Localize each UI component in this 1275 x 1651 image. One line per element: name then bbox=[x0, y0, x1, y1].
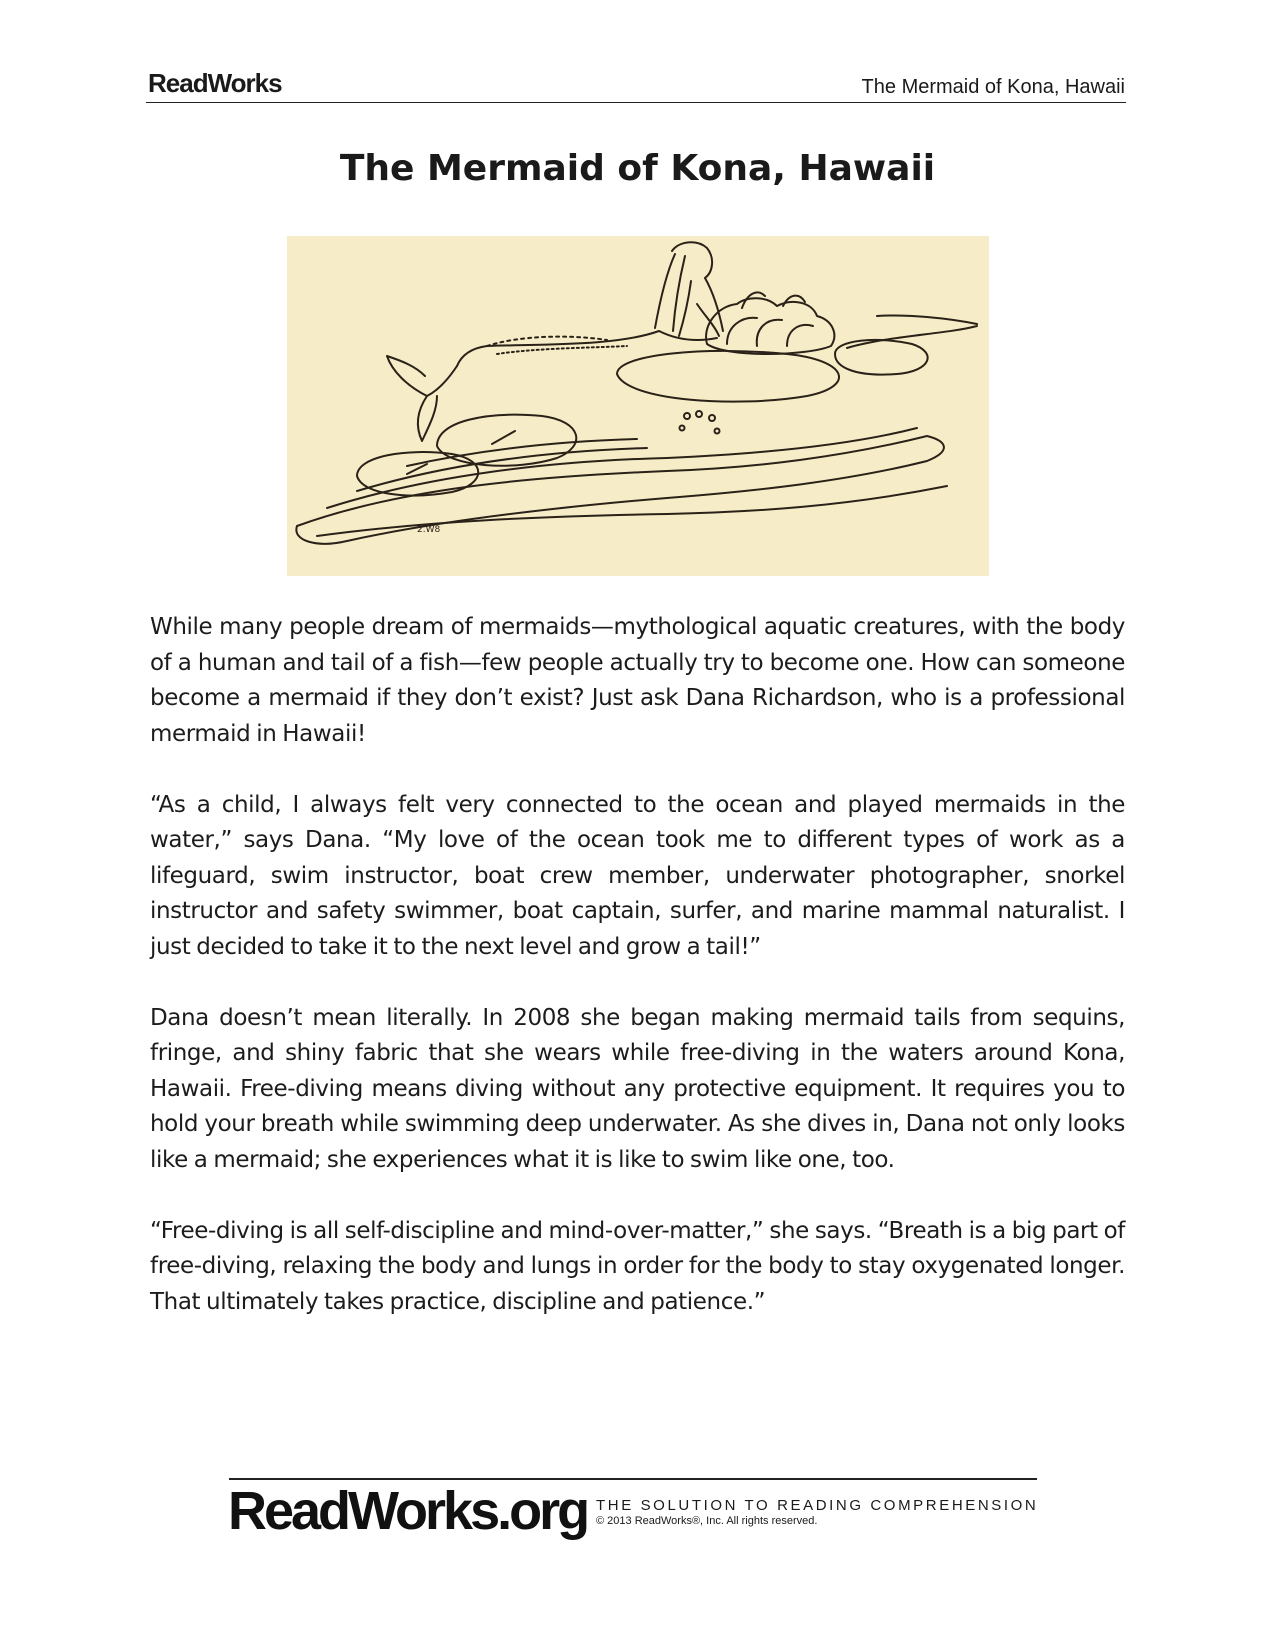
header-divider bbox=[146, 102, 1126, 103]
paragraph-4: “Free-diving is all self-discipline and mind-over-matter,” she says. “Breath is a big part of free-diving, relaxing the body and lungs in order for the body to stay oxygenated longer. That ultimately takes practice, discipline and patience.” bbox=[150, 1217, 1125, 1315]
mermaid-illustration bbox=[287, 236, 989, 576]
page-title: The Mermaid of Kona, Hawaii bbox=[339, 148, 936, 189]
paragraph-2: “As a child, I always felt very connected to the ocean and played mermaids in the water,” says Dana. “My love of the ocean took me to different types of work as a lifeguard, swim instructor, boat crew member, underwater photographer, snorkel instructor and safety swimmer, boat captain, surfer, and marine mammal naturalist. I just decided to take it to the next level and grow a tail!” bbox=[150, 791, 1125, 960]
paragraph-1: While many people dream of mermaids—mythological aquatic creatures, with the body of a human and tail of a fish—few people actually try to become one. How can someone become a mermaid if they don’t exist? Just ask Dana Richardson, who is a professional mermaid in Hawaii! bbox=[150, 614, 1125, 747]
mermaid-on-lily-pad-icon bbox=[287, 236, 989, 576]
footer-copyright: © 2013 ReadWorks®, Inc. All rights reserved. bbox=[596, 1515, 818, 1527]
article-body bbox=[150, 610, 1125, 1356]
illustration-signature: 2.W8 bbox=[417, 525, 441, 535]
header-running-title: The Mermaid of Kona, Hawaii bbox=[861, 76, 1125, 98]
header-logo: ReadWorks bbox=[148, 68, 282, 98]
footer-tagline: THE SOLUTION TO READING COMPREHENSION bbox=[596, 1497, 1039, 1514]
footer-logo: ReadWorks.org bbox=[228, 1481, 588, 1541]
paragraph-3: Dana doesn’t mean literally. In 2008 she began making mermaid tails from sequins, fringe, and shiny fabric that she wears while free-diving in the waters around Kona, Hawaii. Free-diving means diving without any protective equipment. It requires you to hold your breath while swimming deep underwater. As she dives in, Dana not only looks like a mermaid; she experiences what it is like to swim like one, too. bbox=[150, 1004, 1125, 1173]
